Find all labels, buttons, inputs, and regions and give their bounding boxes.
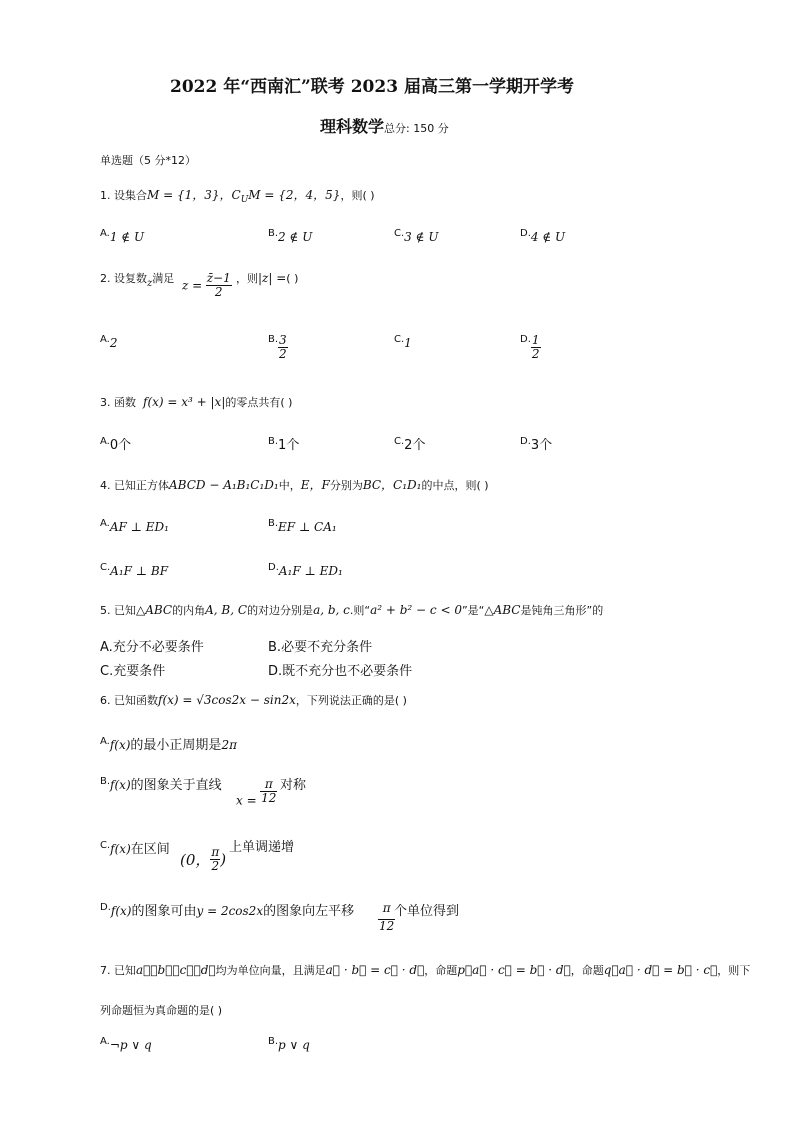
q6-c-frac [210,846,220,873]
subject-name: 理科数学 [320,117,385,136]
q2-d-letter: D. [520,334,531,345]
q2-b-den: 2 [279,347,287,362]
q2-prefix: 2. 设复数 [100,272,147,285]
q6-option-b[interactable] [100,774,222,793]
q4-suffix: 的中点，则( ) [421,479,489,492]
q5-option-c[interactable] [100,660,165,679]
q7-mid: 均为单位向量，且满足 [215,964,326,977]
q2-d-den: 2 [531,347,540,362]
q4-a-letter: A. [100,518,110,529]
q6-suffix: ，下列说法正确的是( ) [295,694,407,707]
q5-d-text: 既不充分也不必要条件 [282,664,413,679]
q1-option-c[interactable] [394,228,438,244]
q4-option-a[interactable] [100,518,169,534]
q5-math2: A, B, C [205,603,248,617]
q3-a-text: 0个 [109,438,132,453]
q6-a-math: f(x) [109,738,131,752]
q2-a-letter: A. [100,334,110,345]
subject-line [320,114,449,137]
question-6-stem [100,692,407,708]
q2-var: z [147,278,153,289]
q1-a-text: 1 ∉ U [109,230,145,244]
q4-mid2: 分别为 [329,479,363,492]
q5-suffix: 是钝角三角形”的 [520,604,604,617]
q6-b-frac [260,778,277,805]
q4-math2: E，F [300,478,330,492]
q1-math: M = {1，3}，C [147,188,241,202]
question-4-stem [100,476,489,493]
q6-c-math: f(x) [110,842,131,856]
q6-b-fden: 12 [261,791,277,806]
q1-option-d[interactable] [520,228,565,244]
q3-option-a[interactable] [100,434,131,453]
q2-frac-num: z̄−1 [206,271,231,285]
q3-b-letter: B. [268,436,279,447]
q4-b-letter: B. [268,518,279,529]
q1-suffix: ，则( ) [340,189,375,202]
q6-c-tail: 上单调递增 [229,840,295,855]
q5-prefix: 5. 已知 [100,604,136,617]
q2-b-frac [278,334,288,361]
q1-option-a[interactable] [100,228,144,244]
q1-c-letter: C. [394,228,405,239]
q7-math: a⃗，b⃗，c⃗，d⃗ [136,963,216,977]
q5-math: △ABC [136,603,173,617]
q2-frac-den: 2 [214,285,223,300]
q4-option-d[interactable] [268,562,343,578]
q2-option-a[interactable] [100,334,117,350]
q4-option-b[interactable] [268,518,337,534]
q2-tail: ( ) [286,272,299,285]
q1-sub: U [240,195,249,206]
q2-suffix: ，则 [236,272,258,285]
q4-math: ABCD − A₁B₁C₁D₁ [169,478,279,492]
q6-d-fnum: π [382,901,391,915]
q7-mid2: ，命题 [424,964,458,977]
q7-a-text: ¬p ∨ q [109,1038,152,1052]
q6-a-letter: A. [100,736,110,747]
q4-d-letter: D. [268,562,279,573]
q2-option-b[interactable] [268,334,288,361]
q5-c-text: 充要条件 [113,664,166,679]
q5-mid2: 的对边分别是 [247,604,314,617]
q3-d-letter: D. [520,436,531,447]
q7-option-b[interactable] [268,1036,310,1052]
q1-option-b[interactable] [268,228,312,244]
q7-mid3: ，命题 [570,964,604,977]
q6-c-letter: C. [100,840,111,851]
q6-b-equation [236,778,277,808]
q6-c-interval [180,846,226,873]
section-heading: 单选题（5 分*12） [100,154,196,167]
q7-option-a[interactable] [100,1036,152,1052]
q6-d-frac-wrap [378,902,395,933]
q2-mid: 满足 [152,272,175,285]
q6-d-text: 的图象可由 [131,904,197,919]
q5-option-a[interactable] [100,636,204,655]
q3-prefix: 3. 函数 [100,396,136,409]
q7-b-letter: B. [268,1036,279,1047]
q3-option-d[interactable] [520,434,552,453]
q6-b-tail: 对称 [280,778,307,793]
q1-a-letter: A. [100,228,110,239]
q2-a-text: 2 [109,336,118,350]
q5-option-d[interactable] [268,660,412,679]
q6-c-close: ) [220,850,227,869]
q1-d-text: 4 ∉ U [530,230,566,244]
q5-a-text: 充分不必要条件 [112,640,204,655]
q5-math5: △ABC [484,603,521,617]
q6-math: f(x) = √3cos2x − sin2x [158,693,296,707]
q1-c-text: 3 ∉ U [404,230,439,244]
question-3-stem [100,394,292,410]
q1-b-letter: B. [268,228,279,239]
q7-b-text: p ∨ q [278,1038,310,1052]
q3-option-b[interactable] [268,434,299,453]
q3-math: f(x) = x³ + |x| [143,395,226,409]
q2-d-num: 1 [531,333,540,347]
q3-c-text: 2个 [404,438,426,453]
q5-math3: a, b, c [313,603,350,617]
q6-b-text: 的图象关于直线 [130,778,222,793]
question-7-stem-line2: 列命题恒为真命题的是( ) [100,1004,223,1017]
q2-option-d[interactable] [520,334,541,361]
q5-b-letter: B. [268,640,282,655]
q4-prefix: 4. 已知正方体 [100,479,169,492]
q2-equation [182,272,232,299]
q4-d-text: A₁F ⊥ ED₁ [278,564,343,578]
q7-suffix: ，则下 [717,964,751,977]
q2-option-c[interactable] [394,334,412,350]
q3-suffix: 的零点共有( ) [225,396,293,409]
page-title: 2022 年“西南汇”联考 2023 届高三第一学期开学考 [170,77,574,97]
q6-c-text: 在区间 [130,842,170,857]
q6-c-fden: 2 [211,859,220,874]
q5-mid4: ”是“ [461,604,485,617]
q6-option-a[interactable] [100,734,237,753]
q2-abs: |z| = [258,271,287,285]
q6-d-text2: 的图象向左平移 [263,904,355,919]
q5-option-b[interactable] [268,636,372,655]
question-7-stem [100,962,750,978]
q6-prefix: 6. 已知函数 [100,694,158,707]
q1-d-letter: D. [520,228,531,239]
q5-a-letter: A. [100,640,113,655]
q5-b-text: 必要不充分条件 [281,640,373,655]
q6-c-math2: (0， [180,851,211,870]
q6-option-d[interactable] [100,900,354,919]
q4-option-c[interactable] [100,562,168,578]
q5-mid3: .则“ [349,604,371,617]
q7-math4: q：a⃗ · d⃗ = b⃗ · c⃗ [603,963,718,977]
q6-b-fnum: π [260,778,277,792]
q6-d-math: f(x) [110,904,132,918]
q5-math4: a² + b² − c < 0 [370,603,462,617]
q4-mid: 中， [278,479,301,492]
q6-b-math2: x = [236,793,257,808]
q4-a-text: AF ⊥ ED₁ [109,520,169,534]
q2-b-letter: B. [268,334,279,345]
q5-d-letter: D. [268,664,283,679]
question-5-stem [100,602,603,618]
q1-math-tail: M = {2，4，5} [248,188,341,202]
q7-math2: a⃗ · b⃗ = c⃗ · d⃗ [325,963,425,977]
q7-math3: p：a⃗ · c⃗ = b⃗ · d⃗ [457,963,571,977]
q6-a-math2: 2π [221,738,237,752]
q6-a-text: 的最小正周期是 [130,738,222,753]
q6-d-tail: 个单位得到 [394,904,460,919]
q6-b-math: f(x) [110,778,131,792]
q7-prefix: 7. 已知 [100,964,136,977]
q4-c-text: A₁F ⊥ BF [110,564,169,578]
q3-c-letter: C. [394,436,405,447]
q5-mid: 的内角 [172,604,206,617]
q5-c-letter: C. [100,664,114,679]
q1-prefix: 1. 设集合 [100,189,147,202]
q1-b-text: 2 ∉ U [278,230,313,244]
q6-option-c[interactable] [100,838,170,857]
q4-math3: BC，C₁D₁ [362,478,422,492]
q2-d-frac [531,334,541,361]
q6-d-frac [378,902,395,933]
q3-option-c[interactable] [394,434,425,453]
q3-d-text: 3个 [530,438,553,453]
question-2-stem [100,270,174,289]
q2-b-num: 3 [279,333,287,347]
q4-b-text: EF ⊥ CA₁ [278,520,337,534]
total-score: 总分: 150 分 [384,122,449,135]
question-1-stem [100,186,375,205]
q4-c-letter: C. [100,562,111,573]
q3-b-text: 1个 [278,438,300,453]
q6-d-fden: 12 [379,919,395,934]
q7-a-letter: A. [100,1036,110,1047]
q6-d-math2: y = 2cos2x [196,904,264,918]
q2-c-text: 1 [404,336,412,350]
q2-fraction [206,272,232,299]
q3-a-letter: A. [100,436,110,447]
q2-c-letter: C. [394,334,405,345]
q2-eq-left: z = [182,278,203,293]
q6-d-letter: D. [100,902,111,913]
question-2-tail [236,270,298,286]
q6-c-fnum: π [211,845,220,859]
q6-b-letter: B. [100,776,111,787]
